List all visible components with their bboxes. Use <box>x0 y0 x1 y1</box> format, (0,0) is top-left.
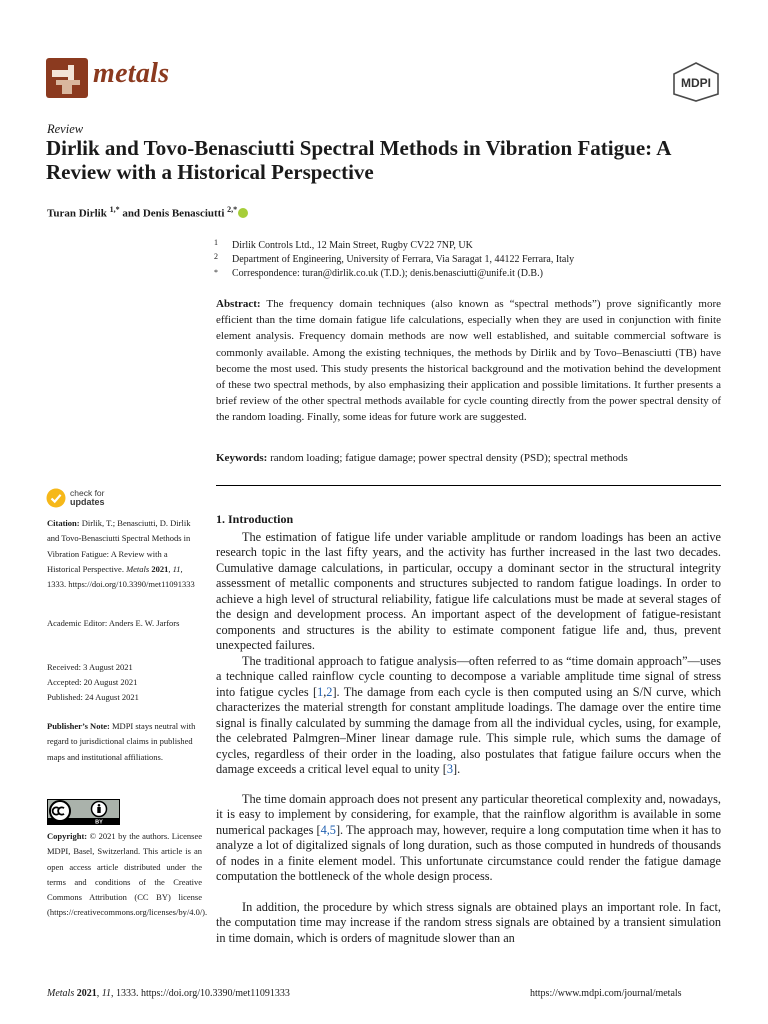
affiliation-text: Department of Engineering, University of Ferrara, Via Saragat 1, 44122 Ferrara, Italy <box>232 254 575 265</box>
academic-editor: Academic Editor: Anders E. W. Jarfors <box>47 618 180 628</box>
paragraph: The time domain approach does not present any particular theoretical complexity and, nowadays, it is easy to implement by considering, for example, that the rainflow algorithm is available in some numerical packages [4,5]. The approach may, however, require a long computation time when it has to analyze a lot of digitalized signals of long duration, such as those computed in hundreds of thousands of nodes in a finite element model. This unfortunate circumstance could render the fatigue damage computation the bottleneck of the whole design process. <box>216 792 721 884</box>
orcid-icon[interactable] <box>238 208 248 218</box>
affiliation-mark: 1 <box>214 238 218 247</box>
citation-link[interactable]: 4,5 <box>320 822 336 837</box>
citation-label: Citation: <box>47 518 80 528</box>
received-date: Received: 3 August 2021 <box>47 662 133 672</box>
keywords <box>216 452 721 464</box>
affiliation-text: Dirlik Controls Ltd., 12 Main Street, Rugby CV22 7NP, UK <box>232 240 473 251</box>
correspondence-text[interactable]: Correspondence: turan@dirlik.co.uk (T.D.); denis.benasciutti@unife.it (D.B.) <box>232 268 543 279</box>
correspondence-mark: * <box>214 268 218 277</box>
keywords-text: random loading; fatigue damage; power spectral density (PSD); spectral methods <box>267 452 628 464</box>
citation-link[interactable]: 3 <box>446 762 453 777</box>
check-updates-line2: updates <box>70 497 105 507</box>
check-updates-icon <box>46 488 66 508</box>
article-title: Dirlik and Tovo-Benasciutti Spectral Methods in Vibration Fatigue: A Review with a Historical Perspective <box>46 136 671 184</box>
publisher-name: MDPI <box>681 76 711 90</box>
footer-journal-url[interactable]: https://www.mdpi.com/journal/metals <box>530 988 682 999</box>
published-date: Published: 24 August 2021 <box>47 692 139 702</box>
accepted-date: Accepted: 20 August 2021 <box>47 677 138 687</box>
abstract-text: The frequency domain techniques (also known as “spectral methods”) prove significantly more efficient than the time domain fatigue life calculations, especially when they are used in conjunction with finite element analysis. Frequency domain methods are now well established, and suitable commercial software is commonly available. Among the existing techniques, the methods by Dirlik and by Tovo–Benasciutti (TB) have become the most used. This study presents the historical background and the motivation behind the development of these two spectral methods, by also emphasizing their application and possible limitations. It further presents a brief review of the other spectral methods available for cycle counting directly from the power spectral density of the random loading. Finally, some ideas for future work are suggested. <box>216 298 721 424</box>
check-for-updates-badge[interactable] <box>46 488 186 510</box>
affiliation-mark: 2 <box>214 252 218 261</box>
paragraph: In addition, the procedure by which stress signals are obtained plays an important role. In fact, the computation time may increase if the random stress signals are obtained by a transient simulation in time domain, which is orders of magnitude slower than an <box>216 900 721 945</box>
mdpi-logo-icon <box>668 62 724 102</box>
author-list <box>47 205 248 220</box>
paragraph: The estimation of fatigue life under variable amplitude or random loadings has been an active research topic in the last fifty years, and the activity has further increased in the last two decades. Cumulative damage calculations, in particular, occupy a dominant sector in the structural integrity assessment of metallic components and structures subjected to random fatigue loadings. In order to achieve a high level of structural reliability, fatigue life calculations must be made at several stages of the design and development process. An important aspect of the development of fatigue-resistant components and structures is the ability to estimate component fatigue life and, thus, prevent unexpected failures. <box>216 530 721 653</box>
publishers-note-label: Publisher’s Note: <box>47 721 110 731</box>
copyright-block: Copyright: © 2021 by the authors. Licensee MDPI, Basel, Switzerland. This article is an open access article distributed under the terms and conditions of the Creative Commons Attribution (CC BY) license (https://creativecommons.org/licenses/by/4.0/). <box>47 831 208 918</box>
metals-logo-icon <box>46 58 88 98</box>
paragraph: The traditional approach to fatigue analysis—often referred to as “time domain approach”—uses a technique called rainflow cycle counting to decompose a variable amplitude time signal of stress into fatigue cycles [1,2]. The damage from each cycle is then computed using an S/N curve, which characterizes the material strength for constant amplitude loadings. The damage over the entire time signal is finally calculated by summing the damage from all the individual cycles, using, for example, the celebrated Palmgren–Miner linear damage rule. This simple rule, which sums the damage of cycles, regardless of their order in the loading, also postulates that fatigue failure occurs when the damage exceeds a critical level equal to unity [3]. <box>216 654 721 777</box>
citation-link[interactable]: 1 <box>317 684 324 699</box>
check-updates-line1: check for <box>70 488 105 498</box>
section-divider <box>216 485 721 486</box>
citation-block: Citation: Dirlik, T.; Benasciutti, D. Dirlik and Tovo-Benasciutti Spectral Methods in Vibration Fatigue: A Review with a Historical Perspective. Metals 2021, 11, 1333. https://doi.org/10.3390/met11091333 <box>47 518 195 590</box>
journal-name: metals <box>93 58 170 89</box>
footer-citation: Metals 2021, 11, 1333. https://doi.org/10.3390/met11091333 <box>47 988 290 999</box>
copyright-label: Copyright: <box>47 831 88 841</box>
author-name[interactable]: Denis Benasciutti <box>142 207 225 220</box>
abstract <box>216 296 721 426</box>
article-type: Review <box>47 122 84 136</box>
citation-doi[interactable]: , 1333. https://doi.org/10.3390/met11091333 <box>47 563 195 590</box>
author-affiliation-mark: 1,* <box>109 205 120 214</box>
abstract-label: Abstract: <box>216 298 261 310</box>
citation-link[interactable]: 2 <box>326 684 333 699</box>
publishers-note: Publisher’s Note: MDPI stays neutral with regard to jurisdictional claims in published maps and institutional affiliations. <box>47 721 196 762</box>
author-affiliation-mark: 2,* <box>227 205 238 214</box>
cc-by-label: BY <box>95 819 103 825</box>
cc-by-license-icon[interactable] <box>47 799 120 825</box>
section-heading: 1. Introduction <box>216 512 294 526</box>
footer-doi[interactable]: , 1333. https://doi.org/10.3390/met11091333 <box>110 988 290 999</box>
keywords-label: Keywords: <box>216 452 268 464</box>
author-name[interactable]: Turan Dirlik <box>47 207 107 220</box>
author-connector: and <box>119 207 143 220</box>
